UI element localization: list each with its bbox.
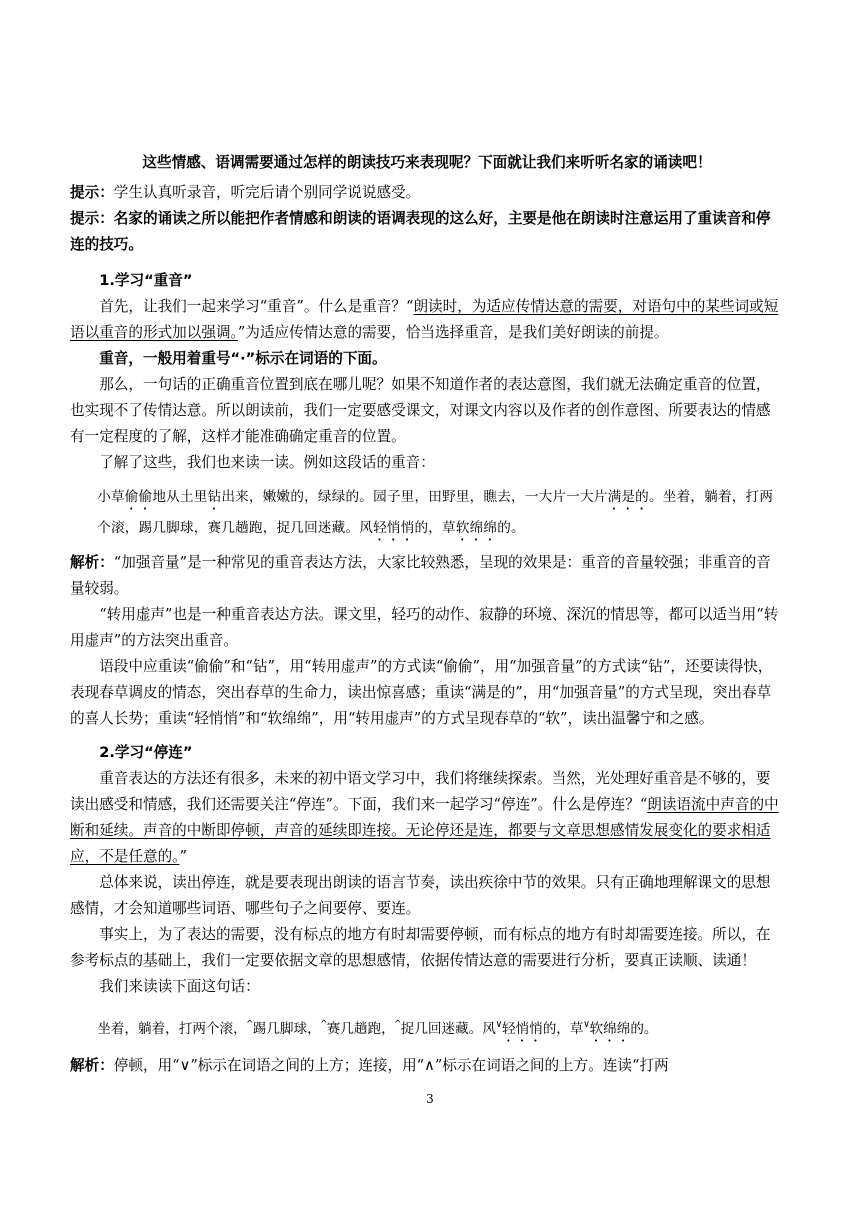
section-1-paragraph-1 [70, 294, 784, 346]
stressed-word: 偷偷 [124, 489, 153, 505]
link-mark: ^ [320, 1019, 327, 1030]
analysis-text: 停顿，用“∨”标示在词语之间的上方；连接，用“∧”标示在词语之间的上方。连读“打两 [113, 1057, 669, 1074]
stressed-word: 软绵绵 [589, 1021, 631, 1037]
section-2-paragraph-3: 事实上，为了表达的需要，没有标点的地方有时却需要停顿，而有标点的地方有时却需要连接。所以，在参考标点的基础上，我们一定要依据文章的思想感情，依据传情达意的需要进行分析，要真正读顺、读通！ [70, 926, 771, 969]
definition-underlined: 朗读语流中声音的中断和延续。声音的中断即停顿，声音的延续即连接。无论停还是连，都要与文章思想感情发展变化的要求相适应，不是任意的。 [70, 796, 779, 865]
section-2-paragraph-1 [70, 766, 784, 870]
section-2-paragraph-2: 总体来说，读出停连，就是要表现出朗读的语言节奏，读出疾徐中节的效果。只有正确地理解课文的思想感情，才会知道哪些词语、哪些句子之间要停、要连。 [70, 874, 771, 917]
stressed-word: 钻 [207, 489, 222, 505]
pause-mark: ∨ [583, 1019, 590, 1030]
section-1-heading: 1.学习“重音” [99, 272, 193, 289]
stressed-word: 软绵绵 [455, 520, 498, 536]
analysis-2: “转用虚声”也是一种重音表达方法。课文里，轻巧的动作、寂静的环境、深沉的情思等，都可以适当用“转用虚声”的方法突出重音。 [70, 606, 779, 649]
section-1-p1-tail: ”为适应传情达意的需要，恰当选择重音，是我们美好朗读的前提。 [237, 324, 669, 341]
page-number: 3 [426, 1092, 434, 1106]
analysis-text: “加强音量”是一种常见的重音表达方法，大家比较熟悉，呈现的效果是：重音的音量较强；非重音的音量较弱。 [70, 554, 771, 597]
example-text: 的。 [497, 520, 525, 536]
example-text: 捉几回迷藏。风 [400, 1021, 496, 1037]
example-text: 出来，嫩嫩的，绿绿的。园子里，田野里，瞧去，一大片一大片 [221, 489, 608, 505]
section-1-paragraph-4: 了解了这些，我们也来读一读。例如这段话的重音： [99, 454, 435, 471]
tip-2-text: 名家的诵读之所以能把作者情感和朗读的语调表现的这么好，主要是他在朗读时注意运用了重读音和停连的技巧。 [70, 210, 771, 253]
pause-mark: ∨ [495, 1019, 502, 1030]
tip-1-text: 学生认真听录音，听完后请个别同学说说感受。 [113, 184, 421, 201]
example-text: 的。 [630, 1021, 658, 1037]
example-text: 坐着，躺着，打两个滚， [97, 1021, 247, 1037]
tip-2-label: 提示： [70, 210, 114, 227]
analysis-1 [70, 550, 784, 602]
definition-underlined: 朗读时，为适应传情达意的需要，对语句中的某些词或短语以重音的形式加以强调。 [70, 298, 779, 341]
example-text: 小草 [97, 489, 125, 505]
example-text: 地从土里 [152, 489, 208, 505]
intro-line: 这些情感、语调需要通过怎样的朗读技巧来表现呢？下面就让我们来听听名家的诵读吧！ [142, 154, 712, 171]
link-mark: ^ [246, 1019, 253, 1030]
section-2-p1-tail: ” [179, 848, 187, 865]
tip-1-label: 提示： [70, 184, 114, 201]
link-mark: ^ [394, 1019, 401, 1030]
example-text: 的，草 [414, 520, 456, 536]
pause-example [70, 1010, 784, 1045]
document-page [70, 150, 784, 1079]
analysis-label: 解析： [70, 1057, 114, 1074]
stress-example [70, 482, 784, 544]
example-text: 赛几趟跑， [326, 1021, 395, 1037]
stressed-word: 轻悄悄 [373, 520, 415, 536]
analysis-3: 语段中应重读“偷偷”和“钻”，用“转用虚声”的方式读“偷偷”，用“加强音量”的方式读“钻”，还要读得快，表现春草调皮的情态，突出春草的生命力，读出惊喜感；重读“满是的”，用“加强音量”的方式呈现，突出春草的喜人长势；重读“轻悄悄”和“软绵绵”，用“转用虚声”的方式呈现春草的“软”，读出温馨宁和之感。 [70, 658, 773, 727]
section-1-paragraph-3: 那么，一句话的正确重音位置到底在哪儿呢？如果不知道作者的表达意图，我们就无法确定重音的位置，也实现不了传情达意。所以朗读前，我们一定要感受课文，对课文内容以及作者的创作意图、所要表达的情感有一定程度的了解，这样才能准确确定重音的位置。 [70, 376, 771, 445]
section-2-p1-lead: 重音表达的方法还有很多，未来的初中语文学习中，我们将继续探索。当然，光处理好重音是不够的，要读出感受和情感，我们还需要关注“停连”。下面，我们来一起学习“停连”。什么是停连？“ [70, 770, 771, 813]
analysis-label: 解析： [70, 554, 114, 571]
stressed-word: 轻悄悄 [501, 1021, 543, 1037]
analysis-4 [70, 1053, 784, 1079]
example-text: 的，草 [542, 1021, 584, 1037]
section-2-paragraph-4: 我们来读读下面这句话： [99, 978, 260, 995]
section-1-p1-lead: 首先，让我们一起来学习“重音”。什么是重音？“ [99, 298, 414, 315]
stressed-word: 满是的 [607, 489, 649, 505]
section-1-paragraph-2: 重音，一般用着重号“·”标示在词语的下面。 [99, 350, 387, 367]
tip-2 [70, 206, 784, 258]
section-2-heading: 2.学习“停连” [99, 744, 193, 761]
example-text: 。坐着，躺着，打两个滚，踢几脚球，赛几趟跑，捉几回迷藏。风 [97, 489, 774, 536]
tip-1 [70, 180, 784, 206]
example-text: 踢几脚球， [252, 1021, 321, 1037]
